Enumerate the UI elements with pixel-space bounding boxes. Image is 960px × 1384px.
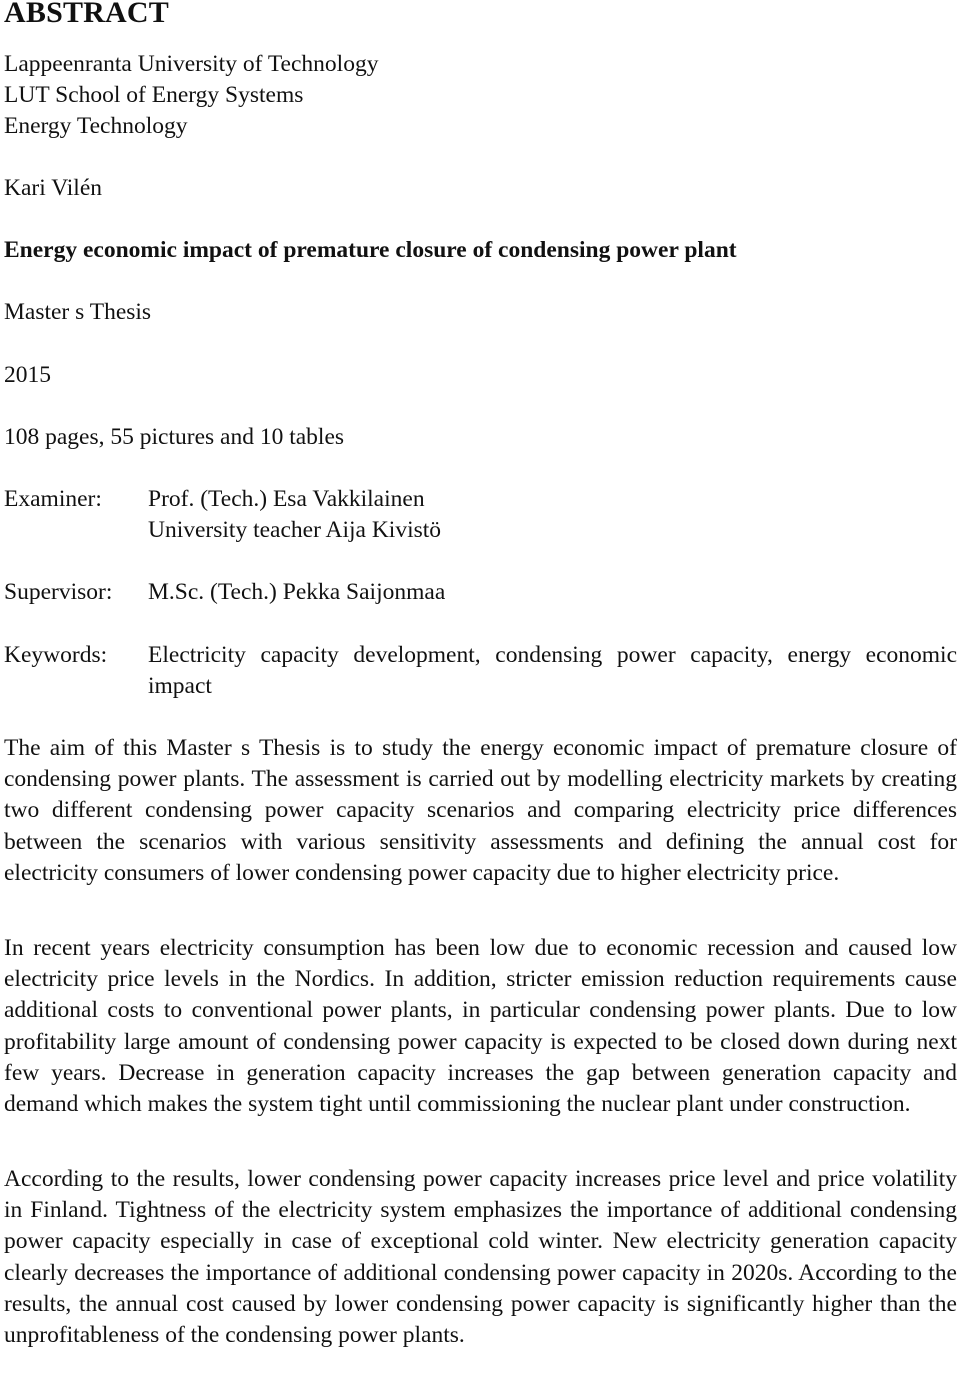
thesis-type: Master s Thesis (4, 299, 152, 325)
examiner-name-2: University teacher Aija Kivistö (148, 517, 442, 543)
supervisor-name: M.Sc. (Tech.) Pekka Saijonmaa (148, 579, 446, 605)
abstract-paragraph-2: In recent years electricity consumption has been low due to economic recession and caused low electricity price levels in the Nordics. In addition, stricter emission reduction requirements cause additional costs to conventional power plants, in particular condensing power plants. Due to low profitability large amount of condensing power capacity is expected to be closed down during next few years. Decrease in generation capacity increases the gap between generation capacity and demand which makes the system tight until commissioning the nuclear plant under construction. (4, 935, 957, 1118)
supervisor-label: Supervisor: (4, 579, 113, 605)
abstract-paragraph-3: According to the results, lower condensing power capacity increases price level and price volatility in Finland. Tightness of the electricity system emphasizes the importance of additional condensing power capacity especially in case of exceptional cold winter. New electricity generation capacity clearly decreases the importance of additional condensing power capacity in 2020s. According to the results, the annual cost caused by lower condensing power capacity is significantly higher than the unprofitableness of the condensing power plants. (4, 1166, 957, 1349)
examiner-name-1: Prof. (Tech.) Esa Vakkilainen (148, 486, 425, 512)
abstract-heading: ABSTRACT (4, 0, 169, 29)
department-name: Energy Technology (4, 113, 188, 139)
examiner-label: Examiner: (4, 486, 102, 512)
page-info: 108 pages, 55 pictures and 10 tables (4, 424, 345, 450)
university-name: Lappeenranta University of Technology (4, 51, 379, 77)
school-name: LUT School of Energy Systems (4, 82, 304, 108)
thesis-title: Energy economic impact of premature closure of condensing power plant (4, 237, 737, 263)
keywords-value: Electricity capacity development, condensing power capacity, energy economic impact (148, 642, 957, 699)
abstract-paragraph-1: The aim of this Master s Thesis is to study the energy economic impact of premature closure of condensing power plants. The assessment is carried out by modelling electricity markets by creating two different condensing power capacity scenarios and comparing electricity price differences between the scenarios with various sensitivity assessments and defining the annual cost for electricity consumers of lower condensing power capacity due to higher electricity price. (4, 735, 957, 886)
keywords-label: Keywords: (4, 642, 108, 668)
thesis-year: 2015 (4, 362, 51, 388)
author-name: Kari Vilén (4, 175, 103, 201)
